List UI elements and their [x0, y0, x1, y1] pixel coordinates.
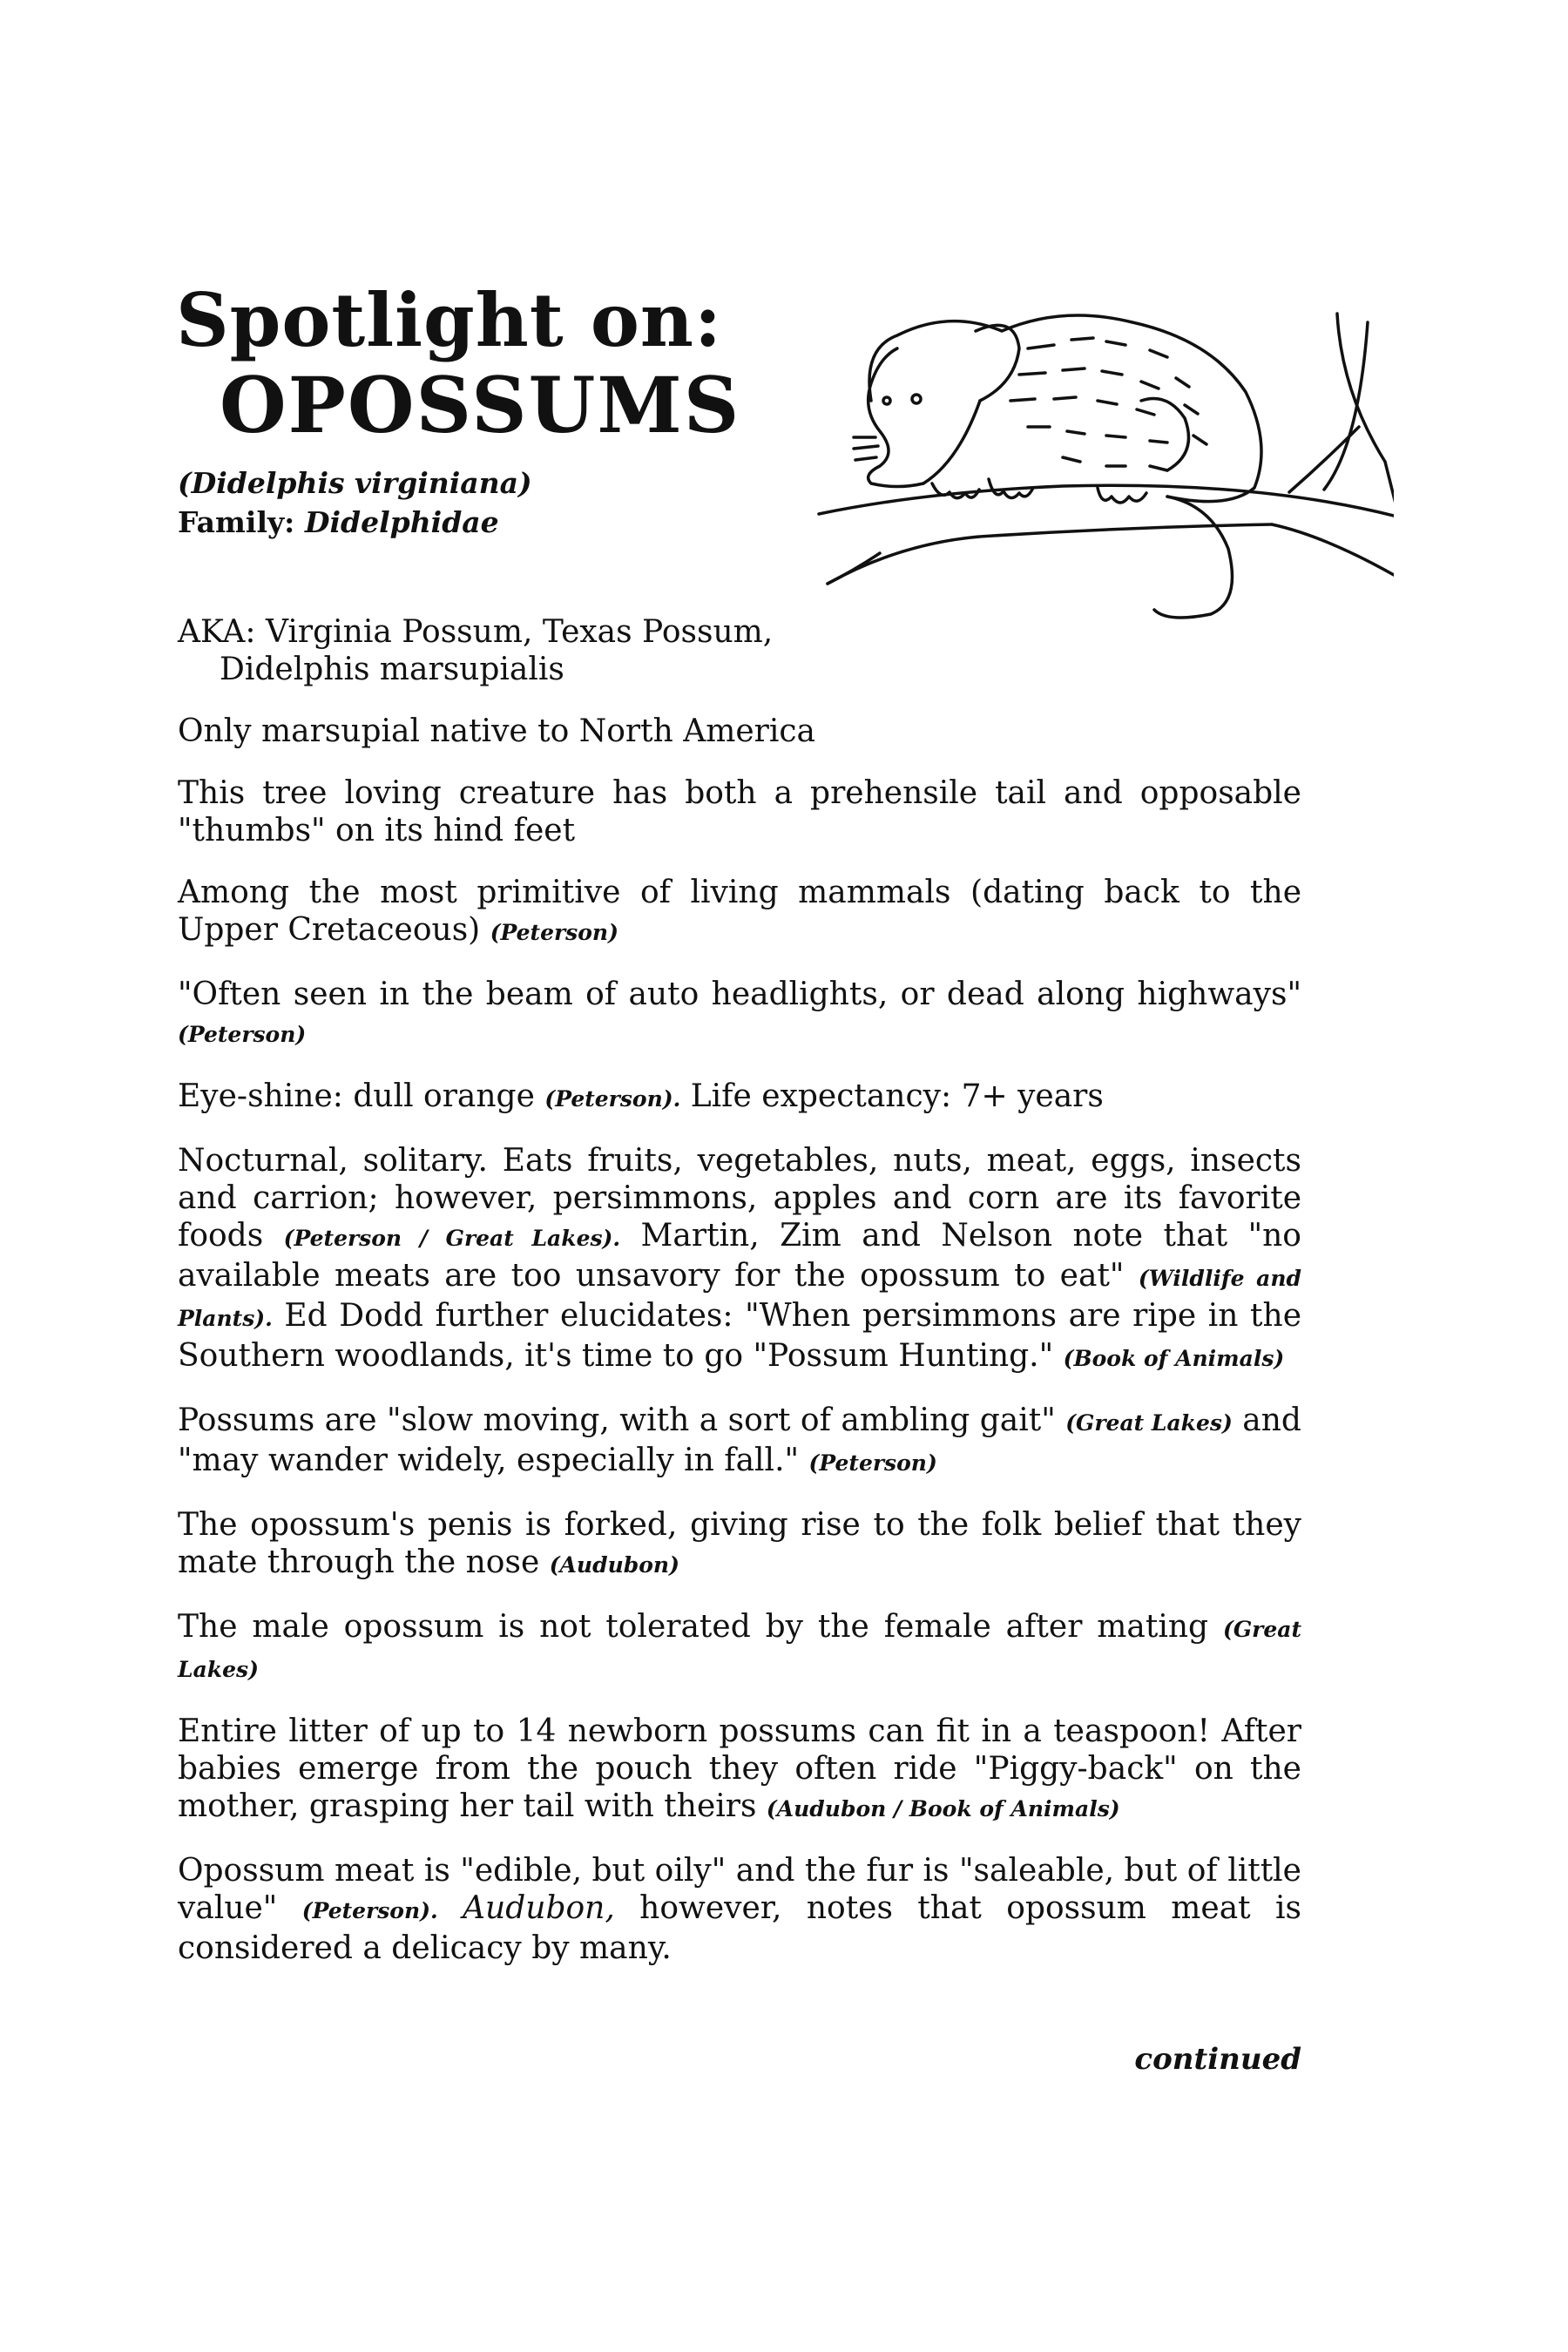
headlights-text: "Often seen in the beam of auto headlights, or dead along highways" [178, 977, 1301, 1012]
life-expectancy-text: Life expectancy: 7+ years [690, 1078, 1104, 1114]
citation: (Peterson) [808, 1450, 937, 1476]
title-opossums: OPOSSUMS [220, 360, 741, 450]
citation: (Wildlife and Plants). [178, 1266, 1301, 1331]
family-value: Didelphidae [304, 505, 499, 539]
aka-line2: Didelphis marsupialis [220, 652, 564, 687]
family-label: Family: [178, 505, 295, 539]
citation: (Audubon) [549, 1552, 679, 1578]
family-line [178, 505, 499, 540]
litter-text: Entire litter of up to 14 newborn possums can fit in a teaspoon! After babies emerge from the pouch they often ride "Piggy-back" on the mother, grasping her tail with theirs [178, 1713, 1301, 1824]
paragraph-marsupial: Only marsupial native to North America [178, 713, 816, 749]
gait-text-b: and "may wander widely, especially in fall." [178, 1402, 1301, 1478]
gait-text-a: Possums are "slow moving, with a sort of ambling gait" [178, 1402, 1056, 1438]
meat-text-a: Opossum meat is "edible, but oily" and the fur is "saleable, but of little value" [178, 1853, 1301, 1926]
diet-text-b: Martin, Zim and Nelson note that "no available meats are too unsavory for the opossum to eat" [178, 1218, 1301, 1294]
diet-text-c: Ed Dodd further elucidates: "When persimmons are ripe in the Southern woodlands, it's time to go "Possum Hunting." [178, 1298, 1302, 1374]
body-text [178, 613, 1301, 1991]
aka-line1: AKA: Virginia Possum, Texas Possum, [178, 614, 774, 650]
paragraph-folk-belief [178, 1506, 1301, 1584]
paragraph-litter [178, 1713, 1301, 1828]
paragraph-primitive [178, 874, 1301, 951]
paragraph-headlights [178, 976, 1301, 1053]
meat-text-audubon: Audubon, [463, 1890, 615, 1926]
title-spotlight: Spotlight on: [176, 277, 723, 363]
paragraph-eye-shine [178, 1078, 1301, 1118]
diet-text-a: Nocturnal, solitary. Eats fruits, vegetables, nuts, meat, eggs, insects and carrion; however, persimmons, apples and corn are its favorite foods [178, 1143, 1301, 1254]
opossum-illustration-icon [801, 287, 1394, 636]
primitive-text: Among the most primitive of living mammals (dating back to the Upper Cretaceous) [178, 875, 1301, 948]
citation: (Peterson). [301, 1898, 438, 1923]
scientific-name: (Didelphis virginiana) [178, 466, 532, 500]
paragraph-diet [178, 1142, 1301, 1377]
folk-belief-text: The opossum's penis is forked, giving rise to the folk belief that they mate through the nose [178, 1507, 1301, 1580]
citation: (Peterson) [490, 920, 618, 945]
citation: (Peterson). [544, 1086, 681, 1112]
mating-text: The male opossum is not tolerated by the female after mating [178, 1609, 1209, 1645]
paragraph-mating [178, 1608, 1301, 1688]
citation: (Book of Animals) [1063, 1346, 1285, 1371]
citation: (Peterson) [178, 1022, 307, 1047]
paragraph-prehensile: This tree loving creature has both a prehensile tail and opposable "thumbs" on its hind feet [178, 775, 1301, 848]
meat-text-c: however, notes that opossum meat is considered a delicacy by many. [178, 1890, 1301, 1966]
eye-shine-text: Eye-shine: dull orange [178, 1078, 535, 1114]
citation: (Great Lakes) [178, 1617, 1301, 1682]
citation: (Peterson / Great Lakes). [283, 1226, 621, 1251]
paragraph-gait [178, 1402, 1301, 1482]
citation: (Audubon / Book of Animals) [766, 1796, 1120, 1821]
paragraph-meat [178, 1852, 1301, 1967]
citation: (Great Lakes) [1065, 1410, 1233, 1436]
continued-label: continued [1134, 2042, 1301, 2077]
aka-paragraph [178, 613, 1301, 688]
